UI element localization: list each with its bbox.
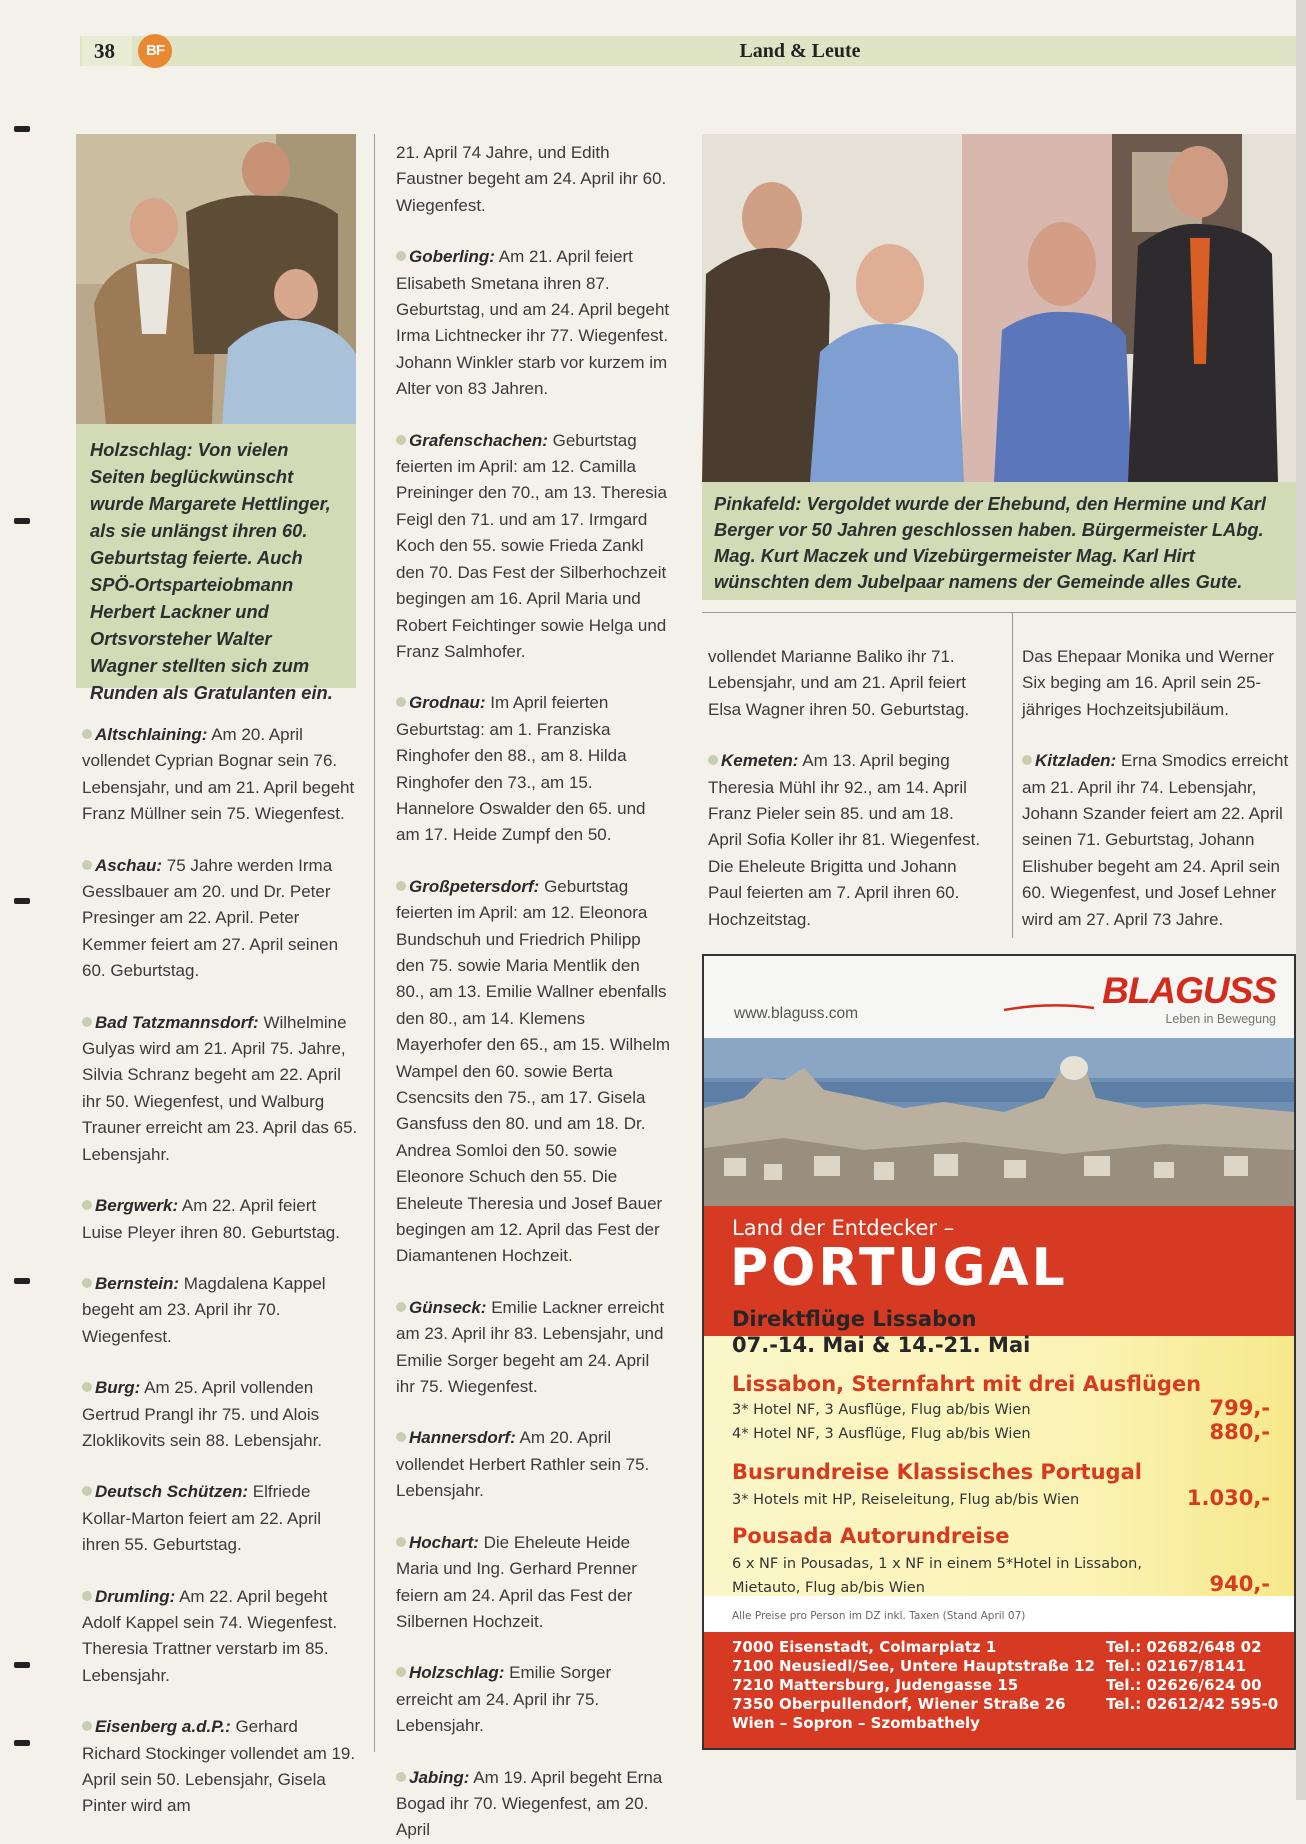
margin-mark: [14, 898, 30, 904]
news-entry: [396, 140, 672, 219]
bullet-icon: [396, 697, 406, 707]
bullet-icon: [396, 1537, 406, 1547]
ad-tagline: Leben in Bewegung: [1165, 1012, 1276, 1026]
entry-text: Emilie Lackner erreicht am 23. April ihr 83. Lebensjahr, und Emilie Sorger begeht am 24. April ihr 75. Wiegenfest.: [396, 1297, 665, 1397]
entry-text: Magdalena Kappel begeht am 23. April ihr 70. Wiegenfest.: [82, 1273, 326, 1346]
column-rule: [702, 612, 1296, 613]
entry-text: Am 20. April vollendet Herbert Rathler sein 75. Lebensjahr.: [396, 1428, 650, 1501]
ad-url: www.blaguss.com: [734, 1005, 859, 1022]
offer-price: 799,-: [1209, 1396, 1270, 1420]
page-number: 38: [82, 36, 132, 66]
column-rule: [374, 134, 375, 1752]
news-entry: [396, 874, 672, 1270]
entry-text: Am 19. April begeht Erna Bogad ihr 70. Wiegenfest, am 20. April: [396, 1767, 663, 1840]
bullet-icon: [1022, 755, 1032, 765]
swoosh-icon: [1004, 1004, 1094, 1012]
offer-line: 3* Hotel NF, 3 Ausflüge, Flug ab/bis Wien: [732, 1402, 1031, 1418]
news-entry: [82, 1714, 358, 1820]
margin-mark: [14, 126, 30, 132]
news-entry: [396, 428, 672, 666]
ad-phone: Tel.: 02626/624 00: [1106, 1676, 1262, 1694]
news-entry: [82, 722, 358, 828]
news-entry: [82, 1010, 358, 1168]
news-entry: [396, 1765, 672, 1844]
entry-text: Am 22. April begeht Adolf Kappel sein 74. Wiegenfest. Theresia Trattner verstarb im 85. Lebensjahr.: [82, 1586, 338, 1685]
news-entry: [82, 1193, 358, 1246]
place-name: Bergwerk:: [95, 1196, 179, 1216]
news-entry: [82, 1271, 358, 1350]
news-entry: [708, 644, 988, 723]
entry-text: 75 Jahre werden Irma Gesslbauer am 20. und Dr. Peter Presinger am 22. April. Peter Kemmer feiert am 27. April seinen 60. Geburtstag.: [82, 855, 339, 981]
bullet-icon: [396, 1772, 406, 1782]
bullet-icon: [396, 881, 406, 891]
news-entry: [1022, 644, 1298, 723]
section-title: Land & Leute: [739, 40, 861, 62]
ad-phone: Tel.: 02167/8141: [1106, 1657, 1246, 1675]
offer-title: Busrundreise Klassisches Portugal: [732, 1460, 1142, 1484]
ad-address: 7000 Eisenstadt, Colmarplatz 1: [732, 1638, 997, 1656]
place-name: Altschlaining:: [95, 725, 208, 744]
article-column-3: [708, 644, 988, 933]
place-name: Bad Tatzmannsdorf:: [95, 1012, 259, 1032]
news-entry: [396, 1295, 672, 1401]
bullet-icon: [396, 1302, 406, 1312]
place-name: Kemeten:: [721, 751, 799, 771]
news-entry: [396, 1660, 672, 1739]
place-name: Günseck:: [409, 1297, 487, 1317]
entry-text: 21. April 74 Jahre, und Edith Faustner begeht am 24. April ihr 60. Wiegenfest.: [396, 143, 667, 215]
place-name: Aschau:: [95, 855, 163, 875]
offer-price: 940,-: [1209, 1572, 1270, 1596]
ad-flights-dates: 07.-14. Mai & 14.-21. Mai: [732, 1333, 1031, 1357]
entry-text: Am 13. April beging Theresia Mühl ihr 92., am 14. April Franz Pieler sein 85. und am 18. April Sofia Koller ihr 81. Wiegenfest. Die Eheleute Brigitta und Johann Paul feierten am 7. April ihren 60. Hochzeitstag.: [708, 751, 981, 929]
place-name: Grafenschachen:: [409, 430, 548, 450]
offer-title: Lissabon, Sternfahrt mit drei Ausflügen: [732, 1372, 1202, 1396]
entry-text: Die Eheleute Heide Maria und Ing. Gerhard Prenner feiern am 24. April das Fest der Silbernen Hochzeit.: [396, 1532, 637, 1631]
offer-line: 6 x NF in Pousadas, 1 x NF in einem 5*Hotel in Lissabon,: [732, 1556, 1142, 1572]
bullet-icon: [82, 1591, 92, 1601]
photo-pinkafeld-group: [702, 134, 1296, 482]
news-entry: [396, 244, 672, 402]
news-entry: [396, 690, 672, 848]
bullet-icon: [82, 1382, 92, 1392]
bullet-icon: [82, 1017, 92, 1027]
ad-flights-route: Direktflüge Lissabon: [732, 1307, 977, 1331]
place-name: Kitzladen:: [1035, 751, 1117, 771]
entry-text: Geburtstag feierten im April: am 12. Eleonora Bundschuh und Friedrich Philipp den 75. sowie Maria Mentlik den 80., am 13. Emilie Wallner ebenfalls den 80., am 14. Klemens Mayerhofer den 65., am 15. Wilhelm Wampel den 60. sowie Berta Csencsits den 75., am 17. Gisela Gansfuss den 80. und am 18. Dr. Andrea Somloi den 50. sowie Eleonore Schuch den 55. Die Eheleute Theresia und Josef Bauer begingen am 12. April das Fest der Diamantenen Hochzeit.: [396, 876, 671, 1266]
news-entry: [82, 1584, 358, 1690]
news-entry: [396, 1530, 672, 1636]
bullet-icon: [82, 729, 92, 739]
offer-line: 4* Hotel NF, 3 Ausflüge, Flug ab/bis Wien: [732, 1426, 1031, 1442]
offer-price: 1.030,-: [1186, 1486, 1270, 1510]
ad-headline: PORTUGAL: [730, 1238, 1068, 1298]
entry-text: Elfriede Kollar-Marton feiert am 22. April ihren 55. Geburtstag.: [82, 1482, 322, 1555]
news-entry: [396, 1425, 672, 1504]
photo-holzschlag-group: [76, 134, 356, 424]
place-name: Hannersdorf:: [409, 1428, 516, 1448]
entry-text: Emilie Sorger erreicht am 24. April ihr 75. Lebensjahr.: [396, 1663, 612, 1736]
ad-address: 7350 Oberpullendorf, Wiener Straße 26: [732, 1695, 1066, 1713]
entry-text: Gerhard Richard Stockinger vollendet am 19. April sein 50. Lebensjahr, Gisela Pinter wird am: [82, 1717, 356, 1816]
ad-address: 7100 Neusiedl/See, Untere Hauptstraße 12: [732, 1657, 1095, 1675]
ad-phone: Tel.: 02612/42 595-0: [1106, 1695, 1279, 1713]
place-name: Grodnau:: [409, 693, 486, 713]
ad-fineprint: Alle Preise pro Person im DZ inkl. Taxen (Stand April 07): [732, 1610, 1026, 1622]
place-name: Burg:: [95, 1378, 141, 1398]
margin-mark: [14, 1740, 30, 1746]
bf-logo: BF: [138, 34, 172, 68]
offer-price: 880,-: [1209, 1420, 1270, 1444]
entry-text: Erna Smodics erreicht am 21. April ihr 74. Lebensjahr, Johann Szander feiert am 22. April seinen 71. Geburtstag, Johann Elishuber begeht am 24. April sein 60. Wiegenfest, und Josef Lehner wird am 27. April 73 Jahre.: [1022, 751, 1289, 929]
article-column-4: [1022, 644, 1298, 933]
bullet-icon: [82, 1486, 92, 1496]
place-name: Deutsch Schützen:: [95, 1482, 249, 1502]
ad-phones: [1106, 1638, 1278, 1714]
entry-text: vollendet Marianne Baliko ihr 71. Lebensjahr, und am 21. April feiert Elsa Wagner ihren 50. Geburtstag.: [708, 647, 970, 719]
article-column-1: [82, 722, 358, 1820]
bullet-icon: [82, 860, 92, 870]
entry-text: Wilhelmine Gulyas wird am 21. April 75. Jahre, Silvia Schranz begeht am 22. April ihr 50. Wiegenfest, und Walburg Trauner erreicht am 23. April das 65. Lebensjahr.: [82, 1012, 358, 1164]
blaguss-advertisement: [702, 954, 1296, 1750]
place-name: Bernstein:: [95, 1273, 180, 1293]
margin-mark: [14, 1278, 30, 1284]
bullet-icon: [708, 755, 718, 765]
ad-addresses: [732, 1638, 1095, 1733]
bullet-icon: [396, 435, 406, 445]
place-name: Hochart:: [409, 1532, 479, 1552]
margin-mark: [14, 518, 30, 524]
ad-phone: Tel.: 02682/648 02: [1106, 1638, 1262, 1656]
caption-pinkafeld: Pinkafeld: Vergoldet wurde der Ehebund, den Hermine und Karl Berger vor 50 Jahren geschlossen haben. Bürgermeister LAbg. Mag. Kurt Maczek und Vizebürgermeister Mag. Karl Hirt wünschten dem Jubelpaar namens der Gemeinde alles Gute.: [702, 482, 1296, 600]
entry-text: Am 20. April vollendet Cyprian Bognar sein 76. Lebensjahr, und am 21. April begeht Franz Müllner sein 75. Wiegenfest.: [82, 725, 355, 824]
entry-text: Am 22. April feiert Luise Pleyer ihren 80. Geburtstag.: [82, 1196, 340, 1242]
place-name: Großpetersdorf:: [409, 876, 540, 896]
entry-text: Im April feierten Geburtstag: am 1. Franziska Ringhofer den 88., am 8. Hilda Ringhofer den 73., am 15. Hannelore Oswalder den 65. und am 17. Heide Zumpf den 50.: [396, 693, 646, 845]
offer-line: 3* Hotels mit HP, Reiseleitung, Flug ab/bis Wien: [732, 1492, 1080, 1508]
place-name: Eisenberg a.d.P.:: [95, 1717, 231, 1737]
bullet-icon: [396, 1667, 406, 1677]
place-name: Drumling:: [95, 1586, 176, 1606]
ad-address: 7210 Mattersburg, Judengasse 15: [732, 1676, 1019, 1694]
news-entry: [708, 748, 988, 933]
column-rule: [1012, 612, 1013, 938]
caption-holzschlag: Holzschlag: Von vielen Seiten beglückwünscht wurde Margarete Hettlinger, als sie unlängst ihren 60. Geburtstag feierte. Auch SPÖ-Ortsparteiobmann Herbert Lackner und Ortsvorsteher Walter Wagner stellten sich zum Runden als Gratulanten ein.: [76, 424, 356, 688]
offer-title: Pousada Autorundreise: [732, 1524, 1010, 1548]
place-name: Jabing:: [409, 1767, 470, 1787]
news-entry: [82, 1479, 358, 1558]
news-entry: [82, 1375, 358, 1454]
bullet-icon: [82, 1200, 92, 1210]
offer-line: Mietauto, Flug ab/bis Wien: [732, 1580, 925, 1596]
margin-mark: [14, 1662, 30, 1668]
bullet-icon: [396, 251, 406, 261]
entry-text: Am 25. April vollenden Gertrud Prangl ihr 75. und Alois Zloklikovits sein 88. Lebensjahr.: [82, 1378, 323, 1450]
article-column-2: [396, 140, 672, 1844]
place-name: Holzschlag:: [409, 1663, 505, 1683]
entry-text: Das Ehepaar Monika und Werner Six beging am 16. April sein 25-jähriges Hochzeitsjubiläum.: [1022, 647, 1274, 719]
bullet-icon: [396, 1432, 406, 1442]
ad-flights: [732, 1306, 1030, 1358]
entry-text: Am 21. April feiert Elisabeth Smetana ihren 87. Geburtstag, und am 24. April begeht Irma Lichtnecker ihr 77. Wiegenfest. Johann Winkler starb vor kurzem im Alter von 83 Jahren.: [396, 247, 670, 399]
bullet-icon: [82, 1721, 92, 1731]
ad-subheadline: Land der Entdecker –: [732, 1216, 955, 1240]
entry-text: Geburtstag feierten im April: am 12. Camilla Preininger den 70., am 13. Theresia Feigl den 71. und am 17. Irmgard Koch den 55. sowie Frieda Zankl den 70. Das Fest der Silberhochzeit begingen am 16. April Maria und Robert Feichtinger sowie Helga und Franz Salmhofer.: [396, 430, 667, 661]
place-name: Goberling:: [409, 247, 495, 267]
bullet-icon: [82, 1278, 92, 1288]
news-entry: [82, 853, 358, 985]
news-entry: [1022, 748, 1298, 933]
ad-address: Wien – Sopron – Szombathely: [732, 1714, 980, 1732]
blaguss-logo: BLAGUSS: [1102, 970, 1276, 1011]
